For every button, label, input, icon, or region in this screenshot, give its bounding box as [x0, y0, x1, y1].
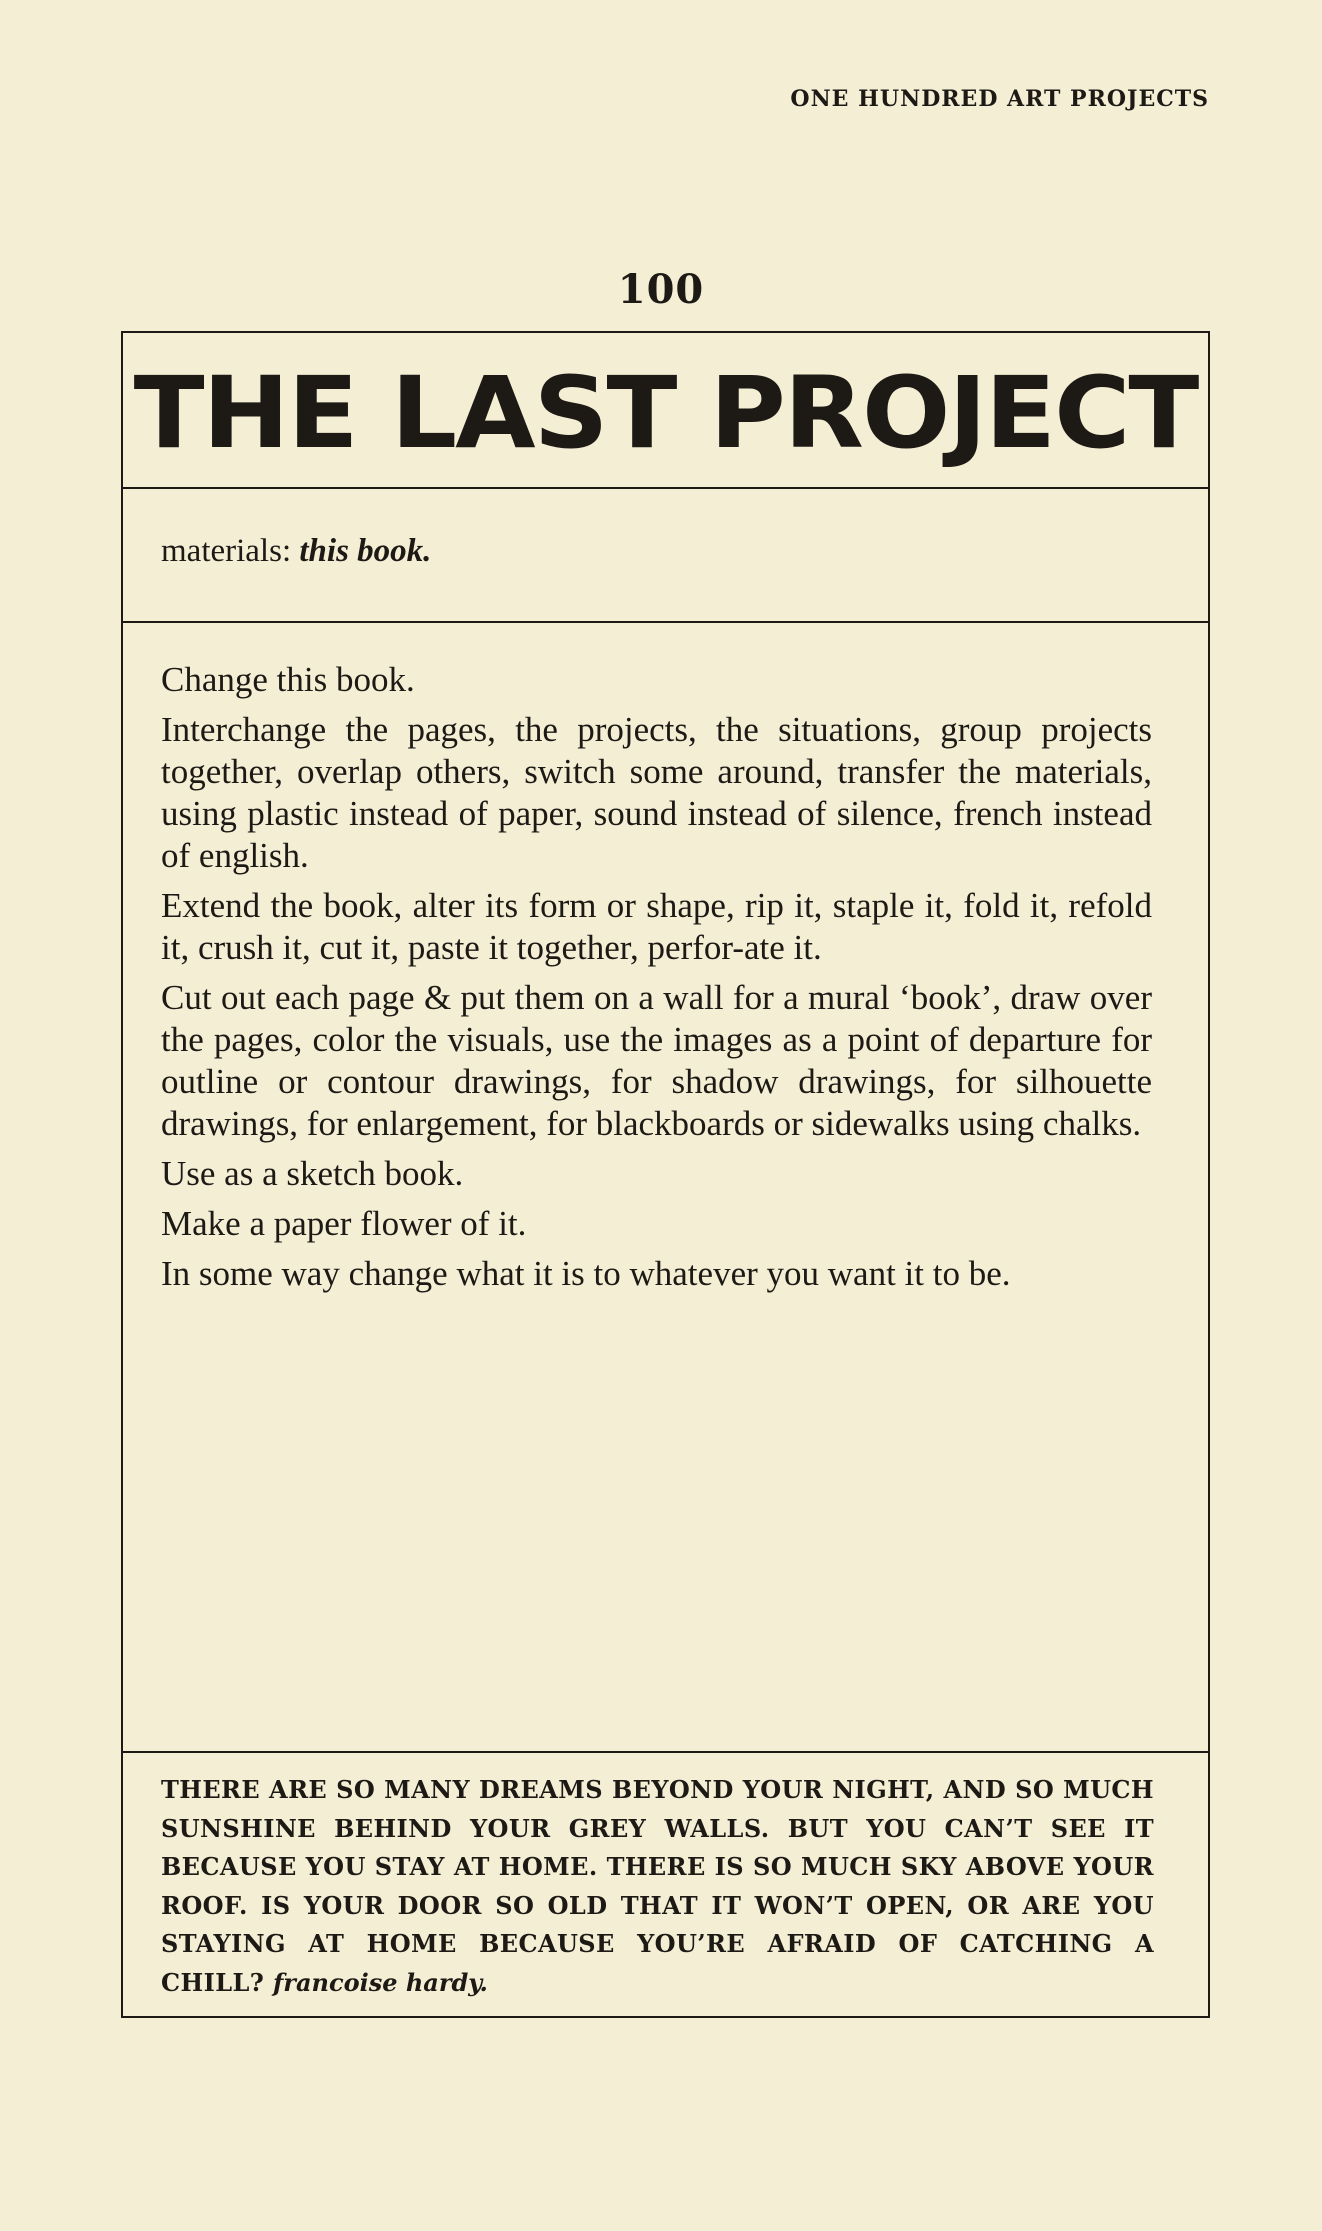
quote-box — [121, 1751, 1210, 2018]
instruction-paragraph: Cut out each page & put them on a wall for a mural ‘book’, draw over the pages, color the visuals, use the images as a point of departure for outline or contour drawings, for shadow drawings, for silhouette drawings, for enlargement, for blackboards or sidewalks using chalks. — [161, 978, 1152, 1143]
instruction-paragraph: Extend the book, alter its form or shape, rip it, staple it, fold it, refold it, crush it, cut it, paste it together, perfor-ate it. — [161, 886, 1152, 967]
materials-label: materials: — [161, 533, 292, 569]
title-box — [121, 331, 1210, 489]
materials-box — [121, 487, 1210, 623]
materials-line — [161, 533, 431, 570]
project-title: THE LAST PROJECT — [133, 355, 1198, 471]
quote-text: THERE ARE SO MANY DREAMS BEYOND YOUR NIGHT, AND SO MUCH SUNSHINE BEHIND YOUR GREY WALLS. BUT YOU CAN’T SEE IT BECAUSE YOU STAY AT HOME. THERE IS SO MUCH SKY ABOVE YOUR ROOF. IS YOUR DOOR SO OLD THAT IT WON’T OPEN, OR ARE YOU STAYING AT HOME BECAUSE YOU’RE AFRAID OF CATCHING A CHILL? — [161, 1775, 1154, 1997]
instruction-paragraph: Interchange the pages, the projects, the situations, group projects together, overlap others, switch some around, transfer the materials, using plastic instead of paper, sound instead of silence, french instead of english. — [161, 710, 1152, 875]
quote-author: francoise hardy. — [272, 1967, 488, 1997]
instructions-text — [161, 659, 1152, 1303]
materials-value: this book. — [299, 533, 432, 569]
instruction-paragraph: Use as a sketch book. — [161, 1154, 464, 1193]
running-head: ONE HUNDRED ART PROJECTS — [790, 86, 1209, 112]
instruction-paragraph: Make a paper flower of it. — [161, 1204, 527, 1243]
instruction-paragraph: Change this book. — [161, 660, 415, 699]
quote — [161, 1771, 1154, 2002]
instruction-paragraph: In some way change what it is to whatever you want it to be. — [161, 1254, 1011, 1293]
project-number: 100 — [617, 266, 705, 313]
instructions-box — [121, 621, 1210, 1753]
